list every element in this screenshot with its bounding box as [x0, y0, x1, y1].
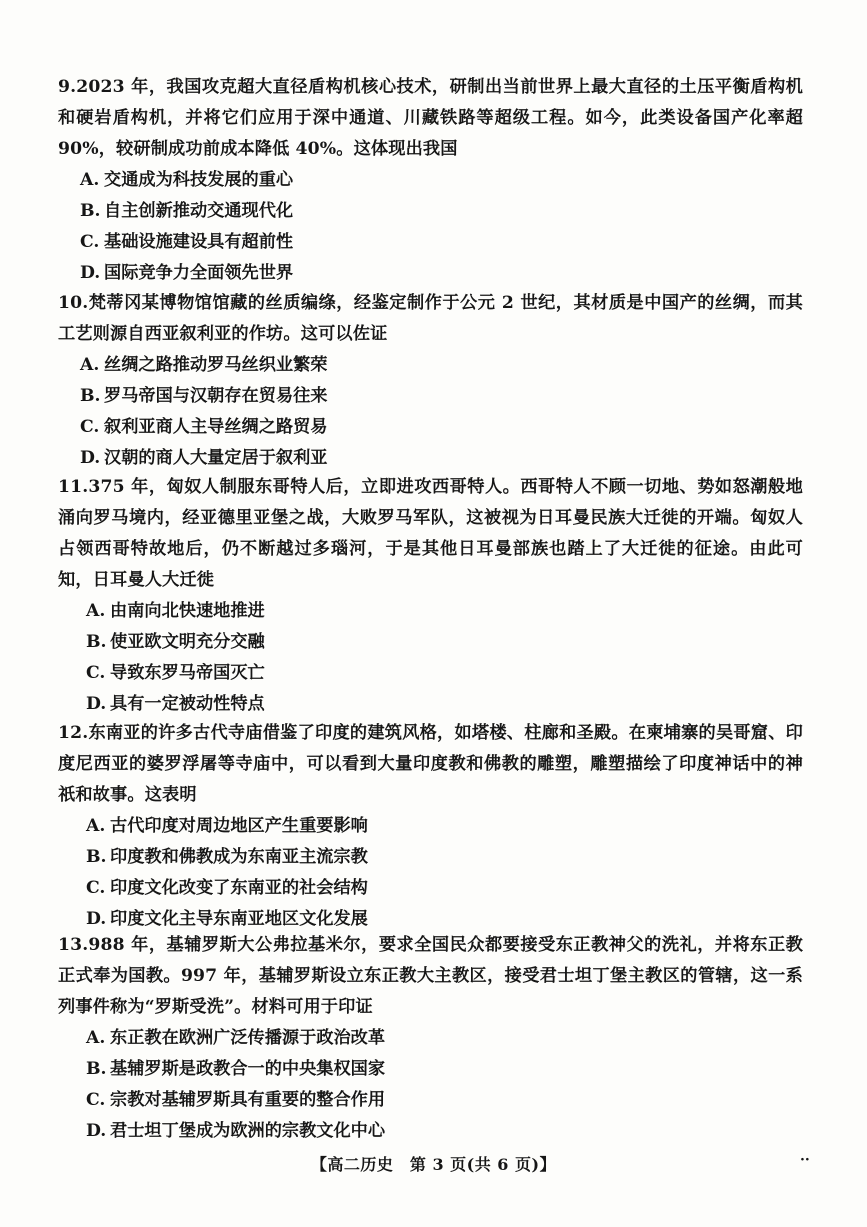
- option-text: 交通成为科技发展的重心: [104, 170, 294, 190]
- option-letter: B.: [80, 201, 101, 221]
- option-text: 具有一定被动性特点: [110, 694, 265, 714]
- option-c: [64, 873, 803, 904]
- option-a: [64, 811, 803, 842]
- option-letter: D.: [80, 263, 101, 283]
- question-text: 2023 年，我国攻克超大直径盾构机核心技术，研制出当前世界上最大直径的土压平衡盾构机和硬岩盾构机，并将它们应用于深中通道、川藏铁路等超级工程。如今，此类设备国产化率超 90%，较研制成功前成本降低 40%。这体现出我国: [58, 77, 803, 159]
- option-letter: D.: [86, 909, 107, 929]
- option-text: 国际竞争力全面领先世界: [104, 263, 294, 283]
- option-text: 罗马帝国与汉朝存在贸易往来: [104, 386, 328, 406]
- question-12: [58, 718, 803, 935]
- option-text: 君士坦丁堡成为欧洲的宗教文化中心: [110, 1121, 386, 1141]
- option-text: 丝绸之路推动罗马丝织业繁荣: [104, 355, 328, 375]
- option-letter: A.: [86, 1028, 106, 1048]
- option-text: 叙利亚商人主导丝绸之路贸易: [104, 417, 328, 437]
- question-number: 13.: [58, 935, 89, 955]
- option-b: [58, 196, 803, 227]
- corner-mark: ··: [800, 1152, 810, 1168]
- question-number: 10.: [58, 293, 89, 313]
- option-letter: C.: [86, 663, 106, 683]
- option-text: 印度文化主导东南亚地区文化发展: [110, 909, 368, 929]
- option-letter: A.: [86, 816, 106, 836]
- option-c: [58, 227, 803, 258]
- option-letter: C.: [86, 1090, 106, 1110]
- option-letter: A.: [86, 601, 106, 621]
- question-stem: [58, 718, 803, 811]
- question-text: 梵蒂冈某博物馆馆藏的丝质编绦，经鉴定制作于公元 2 世纪，其材质是中国产的丝绸，而其工艺则源自西亚叙利亚的作坊。这可以佐证: [58, 293, 803, 344]
- option-text: 东正教在欧洲广泛传播源于政治改革: [110, 1028, 386, 1048]
- option-letter: B.: [80, 386, 101, 406]
- option-text: 自主创新推动交通现代化: [104, 201, 294, 221]
- option-c: [58, 412, 803, 443]
- option-a: [58, 165, 803, 196]
- option-d: [58, 258, 803, 289]
- option-d: [64, 689, 803, 720]
- option-text: 使亚欧文明充分交融: [110, 632, 265, 652]
- option-b: [64, 1054, 803, 1085]
- question-10: [58, 288, 803, 474]
- option-letter: B.: [86, 1059, 107, 1079]
- option-text: 印度教和佛教成为东南亚主流宗教: [110, 847, 368, 867]
- option-a: [58, 350, 803, 381]
- question-stem: [58, 930, 803, 1023]
- option-text: 基础设施建设具有超前性: [104, 232, 294, 252]
- option-d: [58, 443, 803, 474]
- question-text: 375 年，匈奴人制服东哥特人后，立即进攻西哥特人。西哥特人不顾一切地、势如怒潮般地涌向罗马境内，经亚德里亚堡之战，大败罗马军队，这被视为日耳曼民族大迁徙的开端。匈奴人占领西哥特故地后，仍不断越过多瑙河，于是其他日耳曼部族也踏上了大迁徙的征途。由此可知，日耳曼人大迁徙: [58, 477, 803, 590]
- question-text: 东南亚的许多古代寺庙借鉴了印度的建筑风格，如塔楼、柱廊和圣殿。在柬埔寨的吴哥窟、印度尼西亚的婆罗浮屠等寺庙中，可以看到大量印度教和佛教的雕塑，雕塑描绘了印度神话中的神祇和故事。这表明: [58, 723, 803, 805]
- option-list: [64, 811, 803, 935]
- option-d: [64, 1116, 803, 1147]
- option-a: [64, 596, 803, 627]
- option-letter: B.: [86, 847, 107, 867]
- question-13: [58, 930, 803, 1147]
- option-b: [58, 381, 803, 412]
- question-stem: [58, 72, 803, 165]
- option-letter: D.: [86, 1121, 107, 1141]
- option-list: [64, 596, 803, 720]
- option-text: 印度文化改变了东南亚的社会结构: [110, 878, 368, 898]
- option-letter: D.: [80, 448, 101, 468]
- question-11: [58, 472, 803, 720]
- question-stem: [58, 288, 803, 350]
- option-c: [64, 658, 803, 689]
- question-number: 9.: [58, 77, 77, 97]
- option-letter: C.: [86, 878, 106, 898]
- option-text: 导致东罗马帝国灭亡: [110, 663, 265, 683]
- option-text: 宗教对基辅罗斯具有重要的整合作用: [110, 1090, 386, 1110]
- option-text: 基辅罗斯是政教合一的中央集权国家: [110, 1059, 386, 1079]
- page-footer: 【高二历史 第 3 页(共 6 页)】: [310, 1155, 557, 1174]
- option-text: 汉朝的商人大量定居于叙利亚: [104, 448, 328, 468]
- option-text: 由南向北快速地推进: [110, 601, 265, 621]
- question-number: 12.: [58, 723, 89, 743]
- option-list: [58, 165, 803, 289]
- question-9: [58, 72, 803, 289]
- question-stem: [58, 472, 803, 596]
- option-letter: A.: [80, 170, 100, 190]
- option-b: [64, 842, 803, 873]
- option-letter: C.: [80, 232, 100, 252]
- option-list: [64, 1023, 803, 1147]
- option-letter: A.: [80, 355, 100, 375]
- question-text: 988 年，基辅罗斯大公弗拉基米尔，要求全国民众都要接受东正教神父的洗礼，并将东正教正式奉为国教。997 年，基辅罗斯设立东正教大主教区，接受君士坦丁堡主教区的管辖，这一系列事件称为“罗斯受洗”。材料可用于印证: [58, 935, 803, 1017]
- option-c: [64, 1085, 803, 1116]
- option-letter: C.: [80, 417, 100, 437]
- option-letter: D.: [86, 694, 107, 714]
- question-number: 11.: [58, 477, 89, 497]
- option-a: [64, 1023, 803, 1054]
- option-list: [58, 350, 803, 474]
- option-letter: B.: [86, 632, 107, 652]
- option-b: [64, 627, 803, 658]
- option-text: 古代印度对周边地区产生重要影响: [110, 816, 368, 836]
